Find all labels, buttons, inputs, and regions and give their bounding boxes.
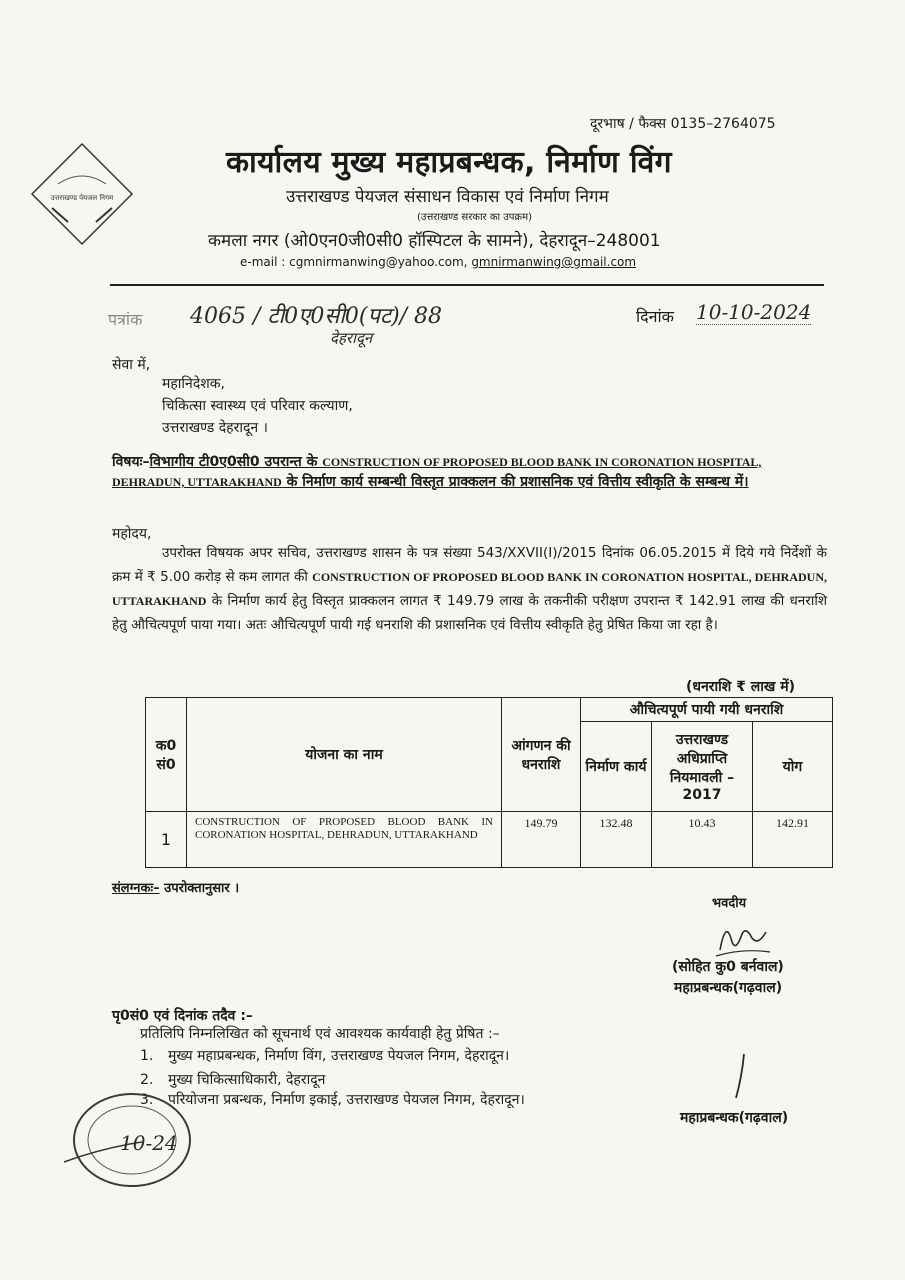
signature-image (712, 912, 772, 958)
cell-procurement: 10.43 (652, 812, 753, 868)
cell-scheme-name: CONSTRUCTION OF PROPOSED BLOOD BANK IN CORONATION HOSPITAL, DEHRADUN, UTTARAKHAND (187, 812, 502, 868)
copy-signatory-designation: महाप्रबन्धक(गढ़वाल) (680, 1110, 789, 1126)
body-part-1: उपरोक्त विषयक अपर सचिव, उत्तराखण्ड शासन के पत्र संख्या 543/XXVII(I)/2015 दिनांक 06.05.2015 में दिये गये निर्देशों के क्रम में ₹ 5.00 करोड़ से कम लागत की (112, 545, 827, 585)
office-address: कमला नगर (ओ0एन0जी0सी0 हॉस्पिटल के सामने), देहरादून–248001 (208, 231, 661, 251)
email-yahoo[interactable]: cgmnirmanwing@yahoo.com, (289, 255, 472, 269)
phone-fax: दूरभाष / फैक्स 0135–2764075 (590, 116, 776, 132)
stamp-date: 10-24 (120, 1131, 178, 1155)
organization-name: उत्तराखण्ड पेयजल संसाधन विकास एवं निर्माण निगम (286, 187, 609, 207)
copy-item-1: मुख्य महाप्रबन्धक, निर्माण विंग, उत्तराखण्ड पेयजल निगम, देहरादून। (168, 1048, 510, 1064)
received-stamp (62, 1078, 212, 1198)
body-project: CONSTRUCTION OF PROPOSED BLOOD BANK IN CORONATION HOSPITAL, DEHRADUN, UTTARAKHAND (112, 570, 827, 608)
email-gmail[interactable]: gmnirmanwing@gmail.com (471, 255, 637, 269)
header-divider (110, 284, 824, 286)
addressee-line-2: चिकित्सा स्वास्थ्य एवं परिवार कल्याण, (162, 398, 353, 414)
reference-label: पत्रांक (108, 310, 143, 329)
email-label: e-mail : (240, 255, 290, 269)
copy-item-2: मुख्य चिकित्साधिकारी, देहरादून (168, 1072, 326, 1088)
salutation: महोदय, (112, 526, 152, 542)
yours-faithfully: भवदीय (712, 896, 747, 911)
list-item: 1. मुख्य महाप्रबन्धक, निर्माण विंग, उत्तराखण्ड पेयजल निगम, देहरादून। (140, 1048, 510, 1064)
reference-number: 4065 / टी0ए0सी0(पट)/ 88 (190, 304, 443, 329)
col-total: योग (753, 722, 833, 812)
office-title: कार्यालय मुख्य महाप्रबन्धक, निर्माण विंग (226, 145, 672, 180)
undertaking-note: (उत्तराखण्ड सरकार का उपक्रम) (417, 212, 532, 223)
to-label: सेवा में, (112, 357, 151, 373)
organization-logo (28, 140, 136, 248)
reference-city: देहरादून (330, 329, 373, 347)
addressee-line-3: उत्तराखण्ड देहरादून । (162, 420, 268, 436)
cell-estimate: 149.79 (502, 812, 581, 868)
cell-construction: 132.48 (581, 812, 652, 868)
table-row (146, 812, 833, 868)
body-paragraph (112, 541, 827, 637)
signatory-designation: महाप्रबन्धक(गढ़वाल) (674, 980, 783, 996)
second-signature-image (726, 1052, 756, 1102)
logo-text: उत्तराखण्ड पेयजल निगम (50, 194, 114, 202)
col-group-approved: औचित्यपूर्ण पायी गयी धनराशि (581, 698, 833, 722)
date-label: दिनांक (636, 307, 674, 326)
addressee-line-1: महानिदेशक, (162, 376, 225, 392)
subject (112, 452, 828, 492)
col-estimate: आंगणन की धनराशि (502, 698, 581, 812)
copy-reference: पृ0सं0 एवं दिनांक तदैव :– (112, 1008, 253, 1024)
copy-item-3: परियोजना प्रबन्धक, निर्माण इकाई, उत्तराखण्ड पेयजल निगम, देहरादून। (168, 1092, 525, 1108)
list-item: 2. मुख्य चिकित्साधिकारी, देहरादून (140, 1072, 326, 1088)
subject-part-2: के निर्माण कार्य सम्बन्धी विस्तृत प्राक्कलन की प्रशासनिक एवं वित्तीय स्वीकृति के सम्बन्ध में। (281, 474, 749, 490)
col-scheme-name: योजना का नाम (187, 698, 502, 812)
date-value: 10-10-2024 (696, 300, 812, 324)
amount-unit-note: (धनराशि ₹ लाख में) (686, 679, 795, 695)
body-part-2: के निर्माण कार्य हेतु विस्तृत प्राक्कलन लागत ₹ 149.79 लाख के तकनीकी परीक्षण उपरान्त ₹ 142.91 लाख की धनराशि हेतु औचित्यपूर्ण पाया गया। अतः औचित्यपूर्ण पायी गई धनराशि की प्रशासनिक एवं वित्तीय स्वीकृति हेतु प्रेषित किया जा रहा है। (112, 593, 827, 633)
enclosure-label: संलग्नकः– (112, 881, 160, 896)
signatory-name: (सोहित कु0 बर्नवाल) (672, 959, 784, 975)
email-line (240, 255, 636, 269)
estimate-table (145, 697, 833, 868)
col-construction: निर्माण कार्य (581, 722, 652, 812)
list-item: 3. परियोजना प्रबन्धक, निर्माण इकाई, उत्तराखण्ड पेयजल निगम, देहरादून। (140, 1092, 525, 1108)
enclosure (112, 878, 239, 896)
copy-intro: प्रतिलिपि निम्नलिखित को सूचनार्थ एवं आवश्यक कार्यवाही हेतु प्रेषित :– (140, 1026, 500, 1042)
subject-part-1: विभागीय टी0ए0सी0 उपरान्त के (149, 454, 323, 470)
cell-total: 142.91 (753, 812, 833, 868)
subject-project: CONSTRUCTION OF PROPOSED BLOOD BANK IN CORONATION HOSPITAL, DEHRADUN, UTTARAKHAND (112, 455, 762, 489)
col-sno: क0 सं0 (146, 698, 187, 812)
enclosure-value: उपरोक्तानुसार । (159, 881, 240, 896)
cell-sno: 1 (146, 812, 187, 868)
col-procurement: उत्तराखण्ड अधिप्राप्ति नियमावली –2017 (652, 722, 753, 812)
subject-prefix: विषयः– (112, 454, 150, 470)
